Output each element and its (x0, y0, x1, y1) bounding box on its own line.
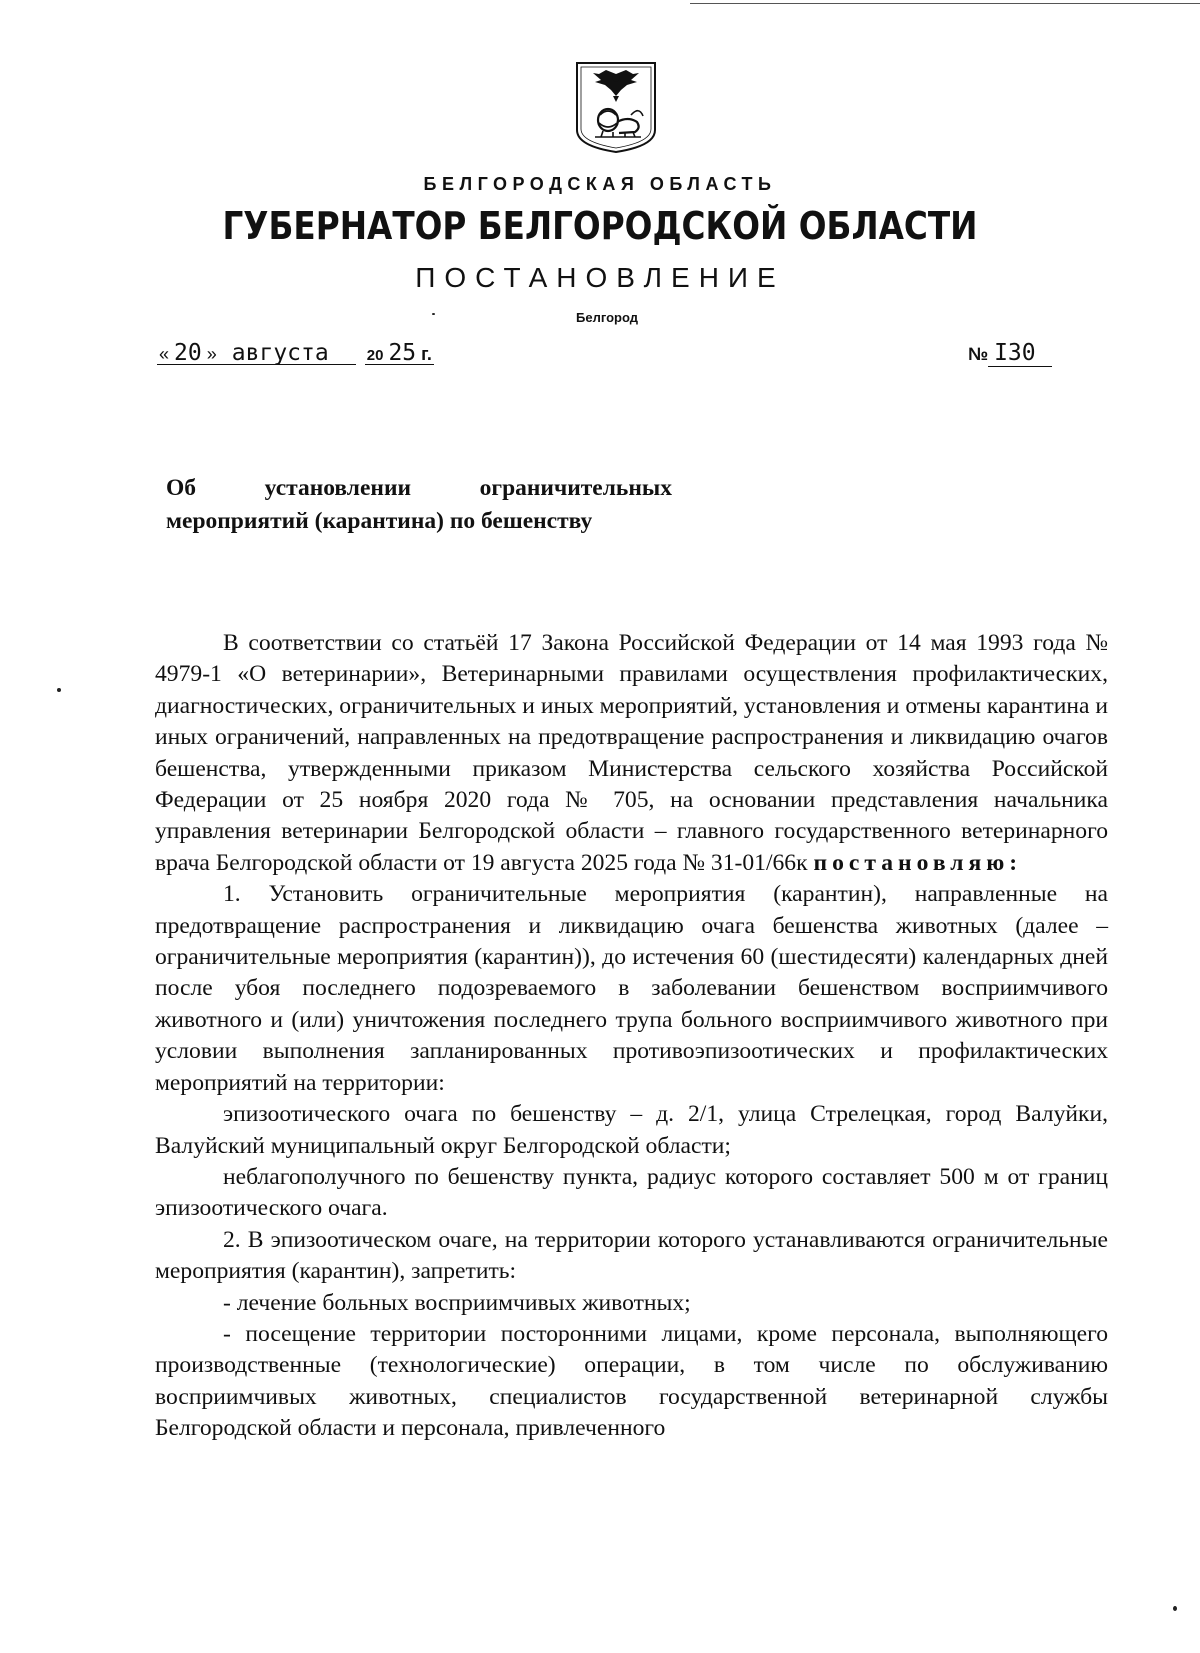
coat-of-arms-emblem (573, 60, 659, 154)
lion-icon (595, 109, 643, 137)
eagle-icon (593, 70, 639, 102)
paragraph-item-2: 2. В эпизоотическом очаге, на территории которого устанавливаются ограничительные мероприятия (карантин), запретить: (155, 1226, 1108, 1285)
date-day: 20 (174, 340, 202, 366)
preamble-text: В соответствии со статьёй 17 Закона Российской Федерации от 14 мая 1993 года № 4979-1 «О ветеринарии», Ветеринарными правилами осуществления профилактических, диагностических, ограничительных и иных мероприятий, установления и отмены карантина и иных ограничений, направленных на предотвращение распространения и ликвидацию очагов бешенства, утвержденными приказом Министерства сельского хозяйства Российской Федерации от 25 ноября 2020 года № 705, на основании представления начальника управления ветеринарии Белгородской области – главного государственного ветеринарного врача Белгородской области от 19 августа 2025 года № 31-01/66к (155, 630, 1108, 876)
decree-word: постановляю: (813, 849, 1023, 876)
document-date (157, 340, 434, 366)
date-year-prefix: 20 (366, 347, 384, 364)
scan-speck (432, 313, 435, 315)
document-type: ПОСТАНОВЛЕНИЕ (415, 262, 785, 293)
paragraph-preamble (155, 628, 1108, 879)
document-body (155, 628, 1108, 1445)
date-open-quote: « (159, 344, 170, 364)
paragraph-item-1: 1. Установить ограничительные мероприятия (карантин), направленные на предотвращение распространения и ликвидацию очага бешенства животных (далее – ограничительные мероприятия (карантин)), до истечения 60 (шестидесяти) календарных дней после убоя последнего подозреваемого в заболевании бешенством восприимчивого животного и (или) уничтожения последнего трупа больного восприимчивого животного при условии выполнения запланированных противоэпизоотических и профилактических мероприятий на территории: (155, 881, 1108, 1096)
document-number (968, 340, 1052, 367)
document-title (166, 472, 672, 538)
scan-edge-line (690, 3, 1200, 4)
date-year-mark: г. (421, 344, 432, 364)
date-month: августа (231, 340, 329, 366)
number-value: I30 (994, 340, 1036, 366)
paragraph-unfavorable-point: неблагополучного по бешенству пункта, радиус которого составляет 500 м от границ эпизоотического очага. (155, 1163, 1108, 1222)
paragraph-ban-treatment: - лечение больных восприимчивых животных; (223, 1289, 691, 1316)
paragraph-focus-location: эпизоотического очага по бешенству – д. 2/1, улица Стрелецкая, город Валуйки, Валуйский муниципальный округ Белгородской области; (155, 1101, 1108, 1159)
title-line-2: мероприятий (карантина) по бешенству (166, 508, 593, 534)
paragraph-ban-visits: - посещение территории посторонними лицами, кроме персонала, выполняющего производственные (технологические) операции, в том числе по обслуживанию восприимчивых животных, специалистов государственной ветеринарной службы Белгородской области и персонала, привлеченного (155, 1320, 1108, 1442)
city-name: Белгород (576, 310, 638, 325)
scan-speck (1173, 1606, 1177, 1611)
date-close-quote: » (206, 344, 217, 364)
region-name: БЕЛГОРОДСКАЯ ОБЛАСТЬ (423, 174, 777, 194)
date-year-suffix: 25 (388, 340, 417, 366)
scan-speck (57, 688, 61, 692)
title-line-1: Об установлении ограничительных (166, 475, 672, 501)
number-label: № (968, 344, 989, 364)
authority-title: ГУБЕРНАТОР БЕЛГОРОДСКОЙ ОБЛАСТИ (222, 204, 978, 248)
